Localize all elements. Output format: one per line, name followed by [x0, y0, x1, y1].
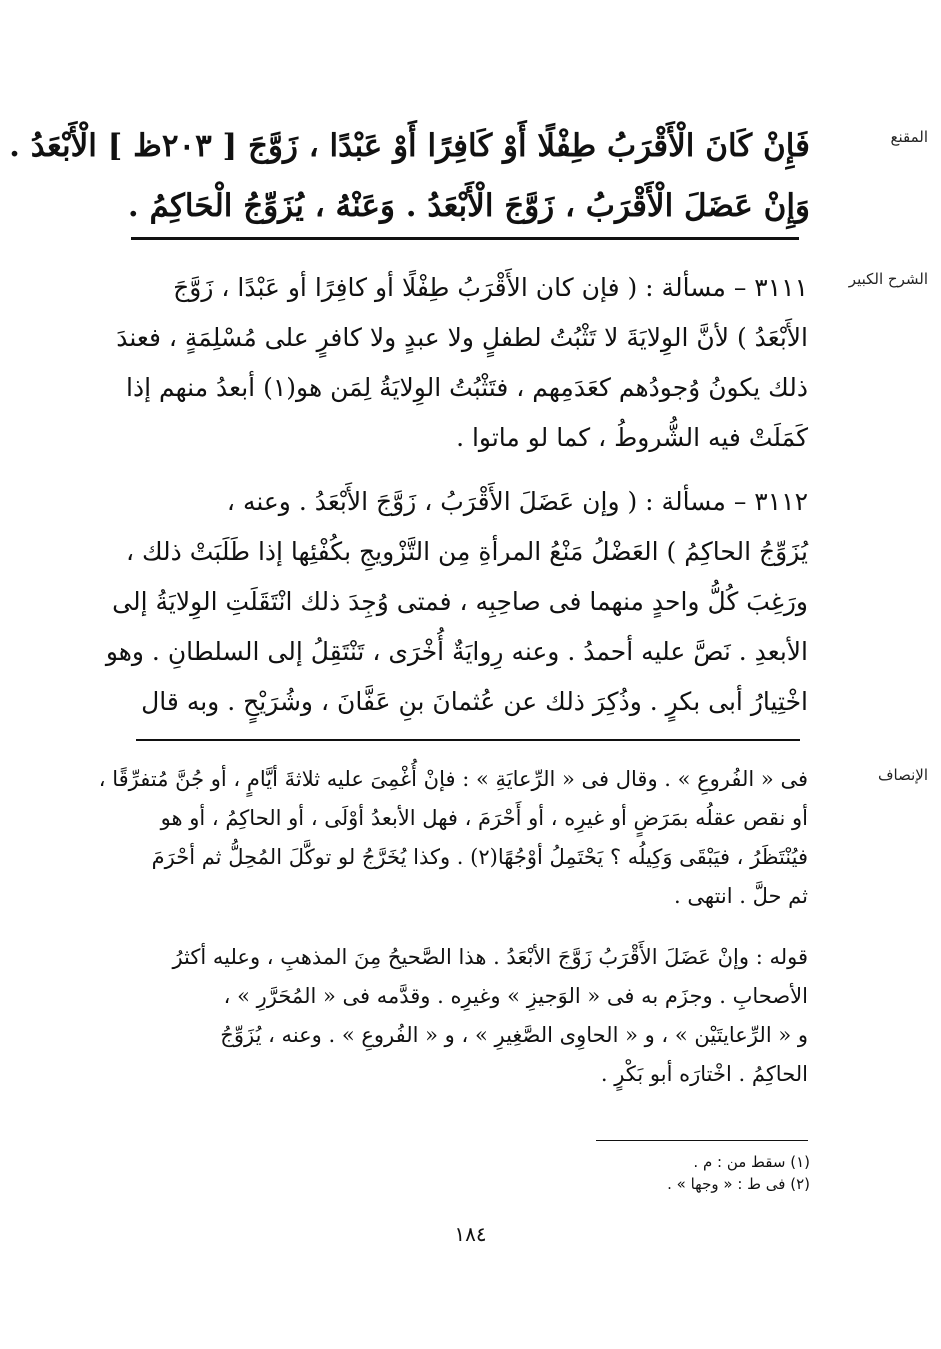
- footnotes: [560, 1151, 810, 1195]
- sharh-text: [105, 263, 808, 727]
- section-label-muqni: المقنع: [890, 128, 928, 146]
- sharh-line: ٣١١٢ – مسألة : ( وإن عَضَلَ الأَقْرَبُ ، زَوَّجَ الأَبْعَدُ . وعنه ،: [226, 487, 808, 516]
- footnote-divider: [596, 1140, 808, 1141]
- sharh-line: يُزَوِّجُ الحاكِمُ ) العَضْلُ مَنْعُ المرأةِ مِن التَّزْويجِ بكُفْئِها إذا طَلَبَتْ ذلك ،: [125, 537, 808, 566]
- insaf-line: ثم حلَّ . انتهى .: [674, 884, 808, 908]
- sharh-line: كَمَلَتْ فيه الشُّروطُ ، كما لو ماتوا .: [456, 423, 808, 452]
- sharh-line: اخْتِيارُ أبى بكرٍ . وذُكِرَ ذلك عن عُثمانَ بنِ عَفَّانَ ، وشُرَيْحٍ . وبه قال: [141, 687, 808, 716]
- sharh-line: ورَغِبَ كُلُّ واحدٍ منهما فى صاحِبِه ، فمتى وُجِدَ ذلك انْتَقَلَتِ الوِلايَةُ إلى: [112, 587, 808, 616]
- insaf-line: فيُنْتَظَرُ ، فيَبْقَى وَكِيلُه ؟ يَحْتَمِلُ أوْجُهًا(٢) . وكذا يُخَرَّجُ لو توكَّلَ المُحِلُّ ثم أحْرَمَ: [151, 845, 808, 869]
- page-number: ١٨٤: [454, 1222, 487, 1246]
- sharh-line: الأبعدِ . نَصَّ عليه أحمدُ . وعنه رِوايَةٌ أُخْرَى ، تَنْتَقِلُ إلى السلطانِ . وهو: [105, 637, 808, 666]
- muqni-text: [9, 116, 810, 236]
- insaf-line: الحاكِمُ . اخْتارَه أبو بَكْرٍ .: [600, 1062, 808, 1086]
- insaf-line: قوله : وإنْ عَضَلَ الأَقْرَبُ زَوَّجَ الأبْعَدُ . هذا الصَّحيحُ مِنَ المذهبِ ، وعليه أكثرُ: [172, 945, 808, 969]
- section-label-insaf: الإنصاف: [877, 766, 928, 784]
- insaf-text: [98, 760, 808, 1094]
- section-divider: [136, 739, 800, 741]
- footnote: (١) سقط من : م .: [693, 1153, 810, 1171]
- section-label-sharh: الشرح الكبير: [848, 270, 928, 288]
- sharh-line: ٣١١١ – مسألة : ( فإن كان الأَقْرَبُ طِفْلًا أو كافِرًا أو عَبْدًا ، زَوَّجَ: [173, 273, 808, 302]
- footnote: (٢) فى ط : « وجها » .: [667, 1175, 810, 1193]
- section-divider: [131, 237, 799, 240]
- muqni-line: فَإِنْ كَانَ الْأَقْرَبُ طِفْلًا أَوْ كَافِرًا أَوْ عَبْدًا ، زَوَّجَ [ ٢٠٣ظ ] الْأَبْعَدُ .: [9, 128, 810, 164]
- insaf-line: فى « الفُروعِ » . وقال فى « الرِّعايَةِ » : فإنْ أُغْمِىَ عليه ثلاثةَ أيَّامٍ ، أو جُنَّ مُتفرِّقًا ،: [98, 767, 808, 791]
- muqni-line: وَإِنْ عَضَلَ الْأَقْرَبُ ، زَوَّجَ الْأَبْعَدُ . وَعَنْهُ ، يُزَوِّجُ الْحَاكِمُ .: [127, 188, 810, 224]
- insaf-line: أو نقص عقلُه بمَرَضٍ أو غيرِه ، أو أَحْرَمَ ، فهل الأبعدُ أوْلَى ، أو الحاكِمُ ، أو هو: [160, 806, 808, 830]
- insaf-line: الأصحابِ . وجزَم به فى « الوَجيزِ » وغيرِه . وقدَّمه فى « المُحَرَّرِ » ،: [223, 984, 808, 1008]
- sharh-line: الأَبْعَدُ ) لأنَّ الوِلايَةَ لا تَثْبُتُ لطفلٍ ولا عبدٍ ولا كافرٍ على مُسْلِمَةٍ ، فعندَ: [116, 323, 808, 352]
- sharh-line: ذلك يكونُ وُجودُهم كعَدَمِهم ، فتَثْبُتُ الوِلايَةُ لِمَن هو(١) أبعدُ منهم إذا: [126, 373, 808, 402]
- insaf-line: و « الرِّعايتَيْن » ، و « الحاوِى الصَّغِيرِ » ، و « الفُروعِ » . وعنه ، يُزَوِّجُ: [220, 1023, 808, 1047]
